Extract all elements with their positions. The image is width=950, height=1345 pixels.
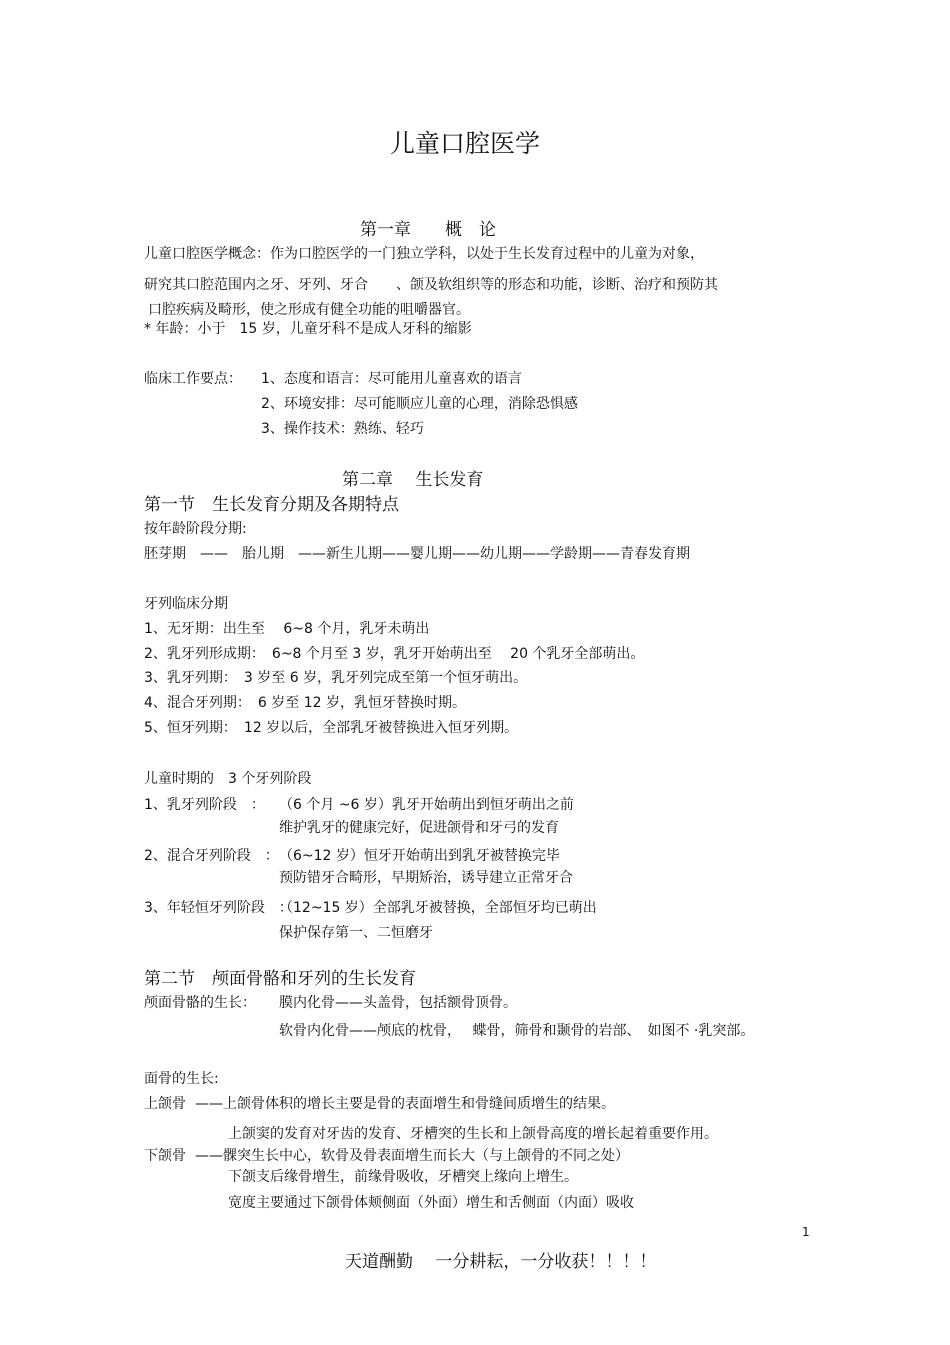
stage-2-name: 2、混合牙列阶段 ： (144, 848, 279, 864)
stage-2-note: 预防错牙合畸形，早期矫治，诱导建立正常牙合 (279, 870, 573, 886)
clinical-point-1: 1、态度和语言：尽可能用儿童喜欢的语言 (261, 371, 522, 387)
maxilla-label: 上颌骨 (144, 1096, 186, 1112)
dentition-item-4: 4、混合牙列期： 6 岁至 12 岁，乳恒牙替换时期。 (144, 695, 466, 711)
clinical-point-2: 2、环境安排：尽可能顺应儿童的心理，消除恐惧感 (261, 396, 578, 412)
face-bone-label: 面骨的生长: (144, 1071, 219, 1087)
stage-3-name: 3、年轻恒牙列阶段 ： (144, 900, 293, 916)
mandible-label: 下颌骨 (144, 1148, 186, 1164)
stage-3-desc: （12~15 岁）全部乳牙被替换，全部恒牙均已萌出 (279, 900, 597, 916)
concept-line-3: 口腔疾病及畸形，使之形成有健全功能的咀嚼器官。 (148, 302, 470, 318)
concept-line-2: 研究其口腔范围内之牙、牙列、牙合 、颌及软组织等的形态和功能，诊断、治疗和预防其 (144, 277, 718, 293)
footer-motto: 天道酬勤 一分耕耘，一分收获！！！！ (345, 1252, 657, 1272)
stage-2-desc: （6~12 岁）恒牙开始萌出到乳牙被替换完毕 (279, 848, 560, 864)
dentition-item-3: 3、乳牙列期： 3 岁至 6 岁，乳牙列完成至第一个恒牙萌出。 (144, 670, 528, 686)
mandible-line-1: ——髁突生长中心，软骨及骨表面增生而长大（与上颌骨的不同之处） (195, 1148, 629, 1164)
cranial-label: 颅面骨骼的生长： (144, 995, 256, 1011)
chapter-1-heading: 第一章 概 论 (360, 220, 496, 240)
mandible-line-3: 宽度主要通过下颌骨体颊侧面（外面）增生和舌侧面（内面）吸收 (228, 1195, 634, 1211)
age-stage-sequence: 胚芽期 —— 胎儿期 ——新生儿期——婴儿期——幼儿期——学龄期——青春发育期 (144, 546, 690, 562)
stage-1-name: 1、乳牙列阶段 ： (144, 797, 265, 813)
dentition-label: 牙列临床分期 (144, 596, 228, 612)
dentition-item-5: 5、恒牙列期： 12 岁以后，全部乳牙被替换进入恒牙列期。 (144, 720, 519, 736)
clinical-label: 临床工作要点： (144, 371, 242, 387)
dentition-item-1: 1、无牙期：出生至 6~8 个月，乳牙未萌出 (144, 621, 430, 637)
maxilla-line-1: ——上颌骨体积的增长主要是骨的表面增生和骨缝间质增生的结果。 (195, 1096, 615, 1112)
concept-line-1: 儿童口腔医学概念：作为口腔医学的一门独立学科，以处于生长发育过程中的儿童为对象， (144, 246, 704, 262)
section-1-heading: 第一节 生长发育分期及各期特点 (144, 495, 399, 515)
mandible-line-2: 下颌支后缘骨增生，前缘骨吸收，牙槽突上缘向上增生。 (228, 1169, 578, 1185)
stage-1-note: 维护乳牙的健康完好，促进颌骨和牙弓的发育 (279, 820, 559, 836)
stages-label: 儿童时期的 3 个牙列阶段 (144, 771, 312, 787)
clinical-point-3: 3、操作技术：熟练、轻巧 (261, 421, 424, 437)
cranial-line-2: 软骨内化骨——颅底的枕骨， 蝶骨，筛骨和颞骨的岩部、 如图不 ·乳突部。 (279, 1023, 755, 1039)
cranial-line-1: 膜内化骨——头盖骨，包括额骨顶骨。 (279, 995, 517, 1011)
maxilla-line-2: 上颌窦的发育对牙齿的发育、牙槽突的生长和上颌骨高度的增长起着重要作用。 (228, 1126, 718, 1142)
page-number: 1 (802, 1225, 810, 1239)
age-stage-label: 按年龄阶段分期: (144, 521, 247, 537)
dentition-item-2: 2、乳牙列形成期： 6~8 个月至 3 岁，乳牙开始萌出至 20 个乳牙全部萌出。 (144, 646, 645, 662)
section-2-heading: 第二节 颅面骨骼和牙列的生长发育 (144, 969, 416, 989)
stage-3-note: 保护保存第一、二恒磨牙 (279, 925, 433, 941)
chapter-2-heading: 第二章 生长发育 (342, 470, 484, 490)
age-note: * 年龄：小于 15 岁，儿童牙科不是成人牙科的缩影 (144, 321, 472, 337)
stage-1-desc: （6 个月 ~6 岁）乳牙开始萌出到恒牙萌出之前 (279, 797, 574, 813)
document-title: 儿童口腔医学 (390, 129, 541, 158)
